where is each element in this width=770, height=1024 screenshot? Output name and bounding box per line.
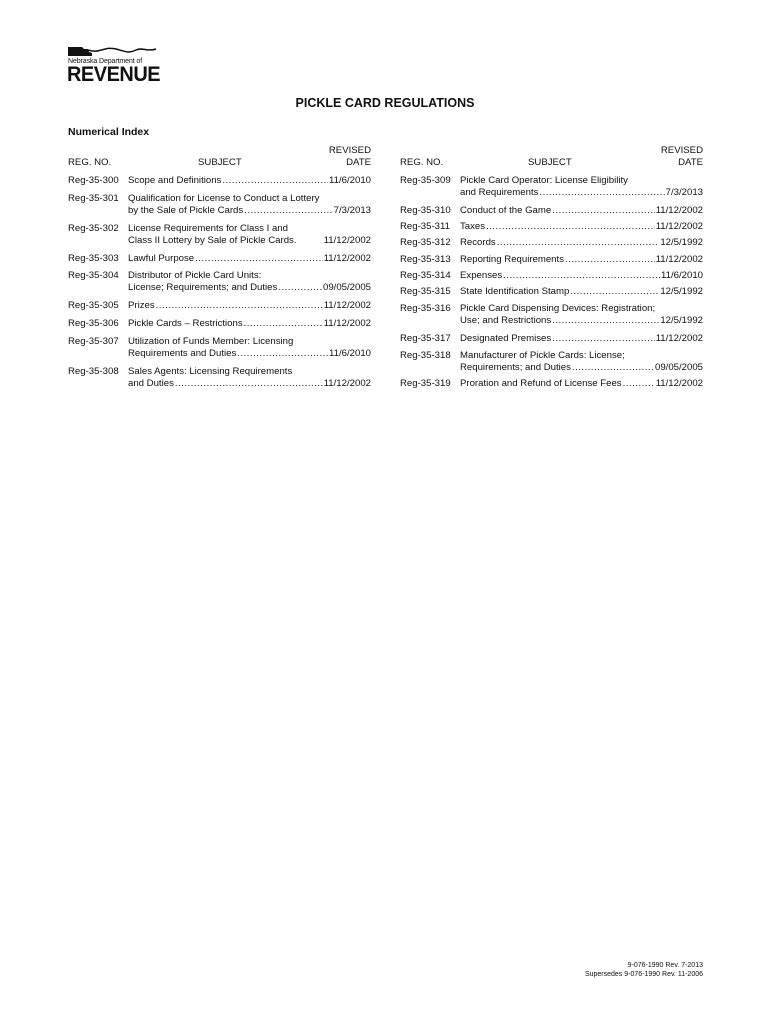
subject-text: Requirements and Duties xyxy=(128,348,237,359)
regulation-number: Reg-35-312 xyxy=(400,237,451,248)
revised-date: 12/5/1992 xyxy=(660,237,703,248)
revised-date: 11/12/2002 xyxy=(655,333,703,344)
subject-text: Pickle Cards – Restrictions xyxy=(128,318,243,329)
subject-text: Utilization of Funds Member: Licensing xyxy=(128,336,294,347)
revised-date: 12/5/1992 xyxy=(660,315,703,326)
regulation-number: Reg-35-317 xyxy=(400,333,451,344)
regulation-subject xyxy=(460,286,703,298)
revised-date: 11/12/2002 xyxy=(655,221,703,232)
subject-text: Reporting Requirements xyxy=(460,254,564,265)
subject-text: and Duties xyxy=(128,378,174,389)
page-title: PICKLE CARD REGULATIONS xyxy=(295,96,475,110)
subject-text: Taxes xyxy=(460,221,486,232)
subject-text: by the Sale of Pickle Cards xyxy=(128,205,244,216)
subject-text: Expenses xyxy=(460,270,503,281)
revised-date: 09/05/2005 xyxy=(322,282,371,293)
revised-date: 11/12/2002 xyxy=(323,253,371,264)
index-column-left xyxy=(68,145,371,389)
regulation-number: Reg-35-300 xyxy=(68,175,119,186)
revised-date: 11/12/2002 xyxy=(323,318,371,329)
regulation-number: Reg-35-305 xyxy=(68,300,119,311)
regulation-subject xyxy=(460,205,703,217)
column-header xyxy=(68,145,371,173)
nebraska-state-icon xyxy=(66,44,158,58)
subject-text: Distributor of Pickle Card Units: xyxy=(128,270,262,281)
revised-date: 11/6/2010 xyxy=(329,175,371,186)
regulation-subject xyxy=(128,336,371,360)
regulation-number: Reg-35-302 xyxy=(68,223,119,234)
subject-text: Class II Lottery by Sale of Pickle Cards. xyxy=(128,235,297,246)
regulation-number: Reg-35-309 xyxy=(400,175,451,186)
regulation-subject xyxy=(460,303,703,327)
dot-leader xyxy=(156,300,323,312)
regulation-number: Reg-35-315 xyxy=(400,286,451,297)
regulation-number: Reg-35-313 xyxy=(400,254,451,265)
reg-no-header: REG. NO. xyxy=(400,157,444,168)
subject-header: SUBJECT xyxy=(198,157,242,168)
revised-date: 12/5/1992 xyxy=(660,286,703,297)
dot-leader xyxy=(497,237,660,249)
revised-date: 7/3/2013 xyxy=(333,205,371,216)
dot-leader xyxy=(222,175,328,187)
regulation-subject xyxy=(128,270,371,294)
regulation-subject xyxy=(128,253,371,265)
dot-leader xyxy=(244,318,323,330)
dot-leader xyxy=(195,253,323,265)
subject-text: State Identification Stamp xyxy=(460,286,570,297)
logo-title: REVENUE xyxy=(67,63,161,86)
dot-leader xyxy=(503,270,660,282)
revised-date-header: REVISED DATE xyxy=(660,145,703,168)
revised-date: 11/12/2002 xyxy=(323,235,371,246)
regulation-number: Reg-35-306 xyxy=(68,318,119,329)
dot-leader xyxy=(539,187,664,199)
form-footer xyxy=(585,961,703,979)
subject-text: Designated Premises xyxy=(460,333,552,344)
dot-leader xyxy=(175,378,323,390)
reg-no-header: REG. NO. xyxy=(68,157,112,168)
regulation-subject xyxy=(460,350,703,374)
regulation-subject xyxy=(460,270,703,282)
regulation-subject xyxy=(460,378,703,390)
dot-leader xyxy=(552,205,654,217)
regulation-subject xyxy=(128,223,371,247)
regulation-subject xyxy=(128,366,371,390)
revised-date-header: REVISED DATE xyxy=(328,145,371,168)
section-heading: Numerical Index xyxy=(68,126,150,138)
subject-text: Requirements; and Duties xyxy=(460,362,571,373)
subject-text: Prizes xyxy=(128,300,155,311)
subject-text: Qualification for License to Conduct a Lottery xyxy=(128,193,320,204)
dot-leader xyxy=(486,221,655,233)
subject-text: Scope and Definitions xyxy=(128,175,222,186)
subject-text: Sales Agents: Licensing Requirements xyxy=(128,366,293,377)
regulation-number: Reg-35-307 xyxy=(68,336,119,347)
subject-text: Records xyxy=(460,237,496,248)
form-revision: 9-076-1990 Rev. 7-2013 xyxy=(627,962,703,969)
subject-text: Manufacturer of Pickle Cards: License; xyxy=(460,350,625,361)
column-header xyxy=(400,145,703,173)
regulation-number: Reg-35-316 xyxy=(400,303,451,314)
dot-leader xyxy=(552,315,659,327)
regulation-subject xyxy=(128,193,371,217)
dot-leader xyxy=(278,282,322,294)
revised-date: 11/12/2002 xyxy=(323,300,371,311)
dot-leader xyxy=(623,378,655,390)
dot-leader xyxy=(570,286,659,298)
regulation-number: Reg-35-303 xyxy=(68,253,119,264)
form-supersedes: Supersedes 9-076-1990 Rev. 11-2006 xyxy=(584,971,703,978)
revised-date: 09/05/2005 xyxy=(654,362,703,373)
subject-text: Use; and Restrictions xyxy=(460,315,552,326)
regulation-number: Reg-35-304 xyxy=(68,270,119,281)
regulation-subject xyxy=(128,300,371,312)
subject-header: SUBJECT xyxy=(528,157,572,168)
regulation-subject xyxy=(128,318,371,330)
regulation-number: Reg-35-318 xyxy=(400,350,451,361)
regulation-number: Reg-35-310 xyxy=(400,205,451,216)
nebraska-revenue-logo xyxy=(66,44,166,88)
regulation-number: Reg-35-301 xyxy=(68,193,119,204)
dot-leader xyxy=(572,362,654,374)
revised-date: 7/3/2013 xyxy=(665,187,703,198)
regulation-subject xyxy=(460,254,703,266)
regulation-subject xyxy=(460,221,703,233)
subject-text: Proration and Refund of License Fees xyxy=(460,378,622,389)
subject-text: and Requirements xyxy=(460,187,539,198)
regulation-subject xyxy=(460,175,703,199)
revised-date: 11/12/2002 xyxy=(323,378,371,389)
revised-date: 11/12/2002 xyxy=(655,378,703,389)
dot-leader xyxy=(244,205,332,217)
regulation-subject xyxy=(128,175,371,187)
subject-text: Pickle Card Dispensing Devices: Registration; xyxy=(460,303,656,314)
regulation-number: Reg-35-308 xyxy=(68,366,119,377)
subject-text: Conduct of the Game xyxy=(460,205,552,216)
subject-text: Lawful Purpose xyxy=(128,253,195,264)
subject-text: License Requirements for Class I and xyxy=(128,223,288,234)
revised-date: 11/6/2010 xyxy=(329,348,371,359)
index-column-right xyxy=(400,145,703,389)
regulation-number: Reg-35-319 xyxy=(400,378,451,389)
revised-date: 11/12/2002 xyxy=(655,205,703,216)
revised-date: 11/6/2010 xyxy=(661,270,703,281)
regulation-subject xyxy=(460,237,703,249)
regulation-number: Reg-35-311 xyxy=(400,221,450,232)
dot-leader xyxy=(552,333,655,345)
subject-text: License; Requirements; and Duties xyxy=(128,282,278,293)
subject-text: Pickle Card Operator: License Eligibility xyxy=(460,175,628,186)
regulation-subject xyxy=(460,333,703,345)
regulation-number: Reg-35-314 xyxy=(400,270,451,281)
dot-leader xyxy=(565,254,655,266)
revised-date: 11/12/2002 xyxy=(655,254,703,265)
dot-leader xyxy=(237,348,328,360)
logo-subtitle: Nebraska Department of xyxy=(68,58,143,65)
